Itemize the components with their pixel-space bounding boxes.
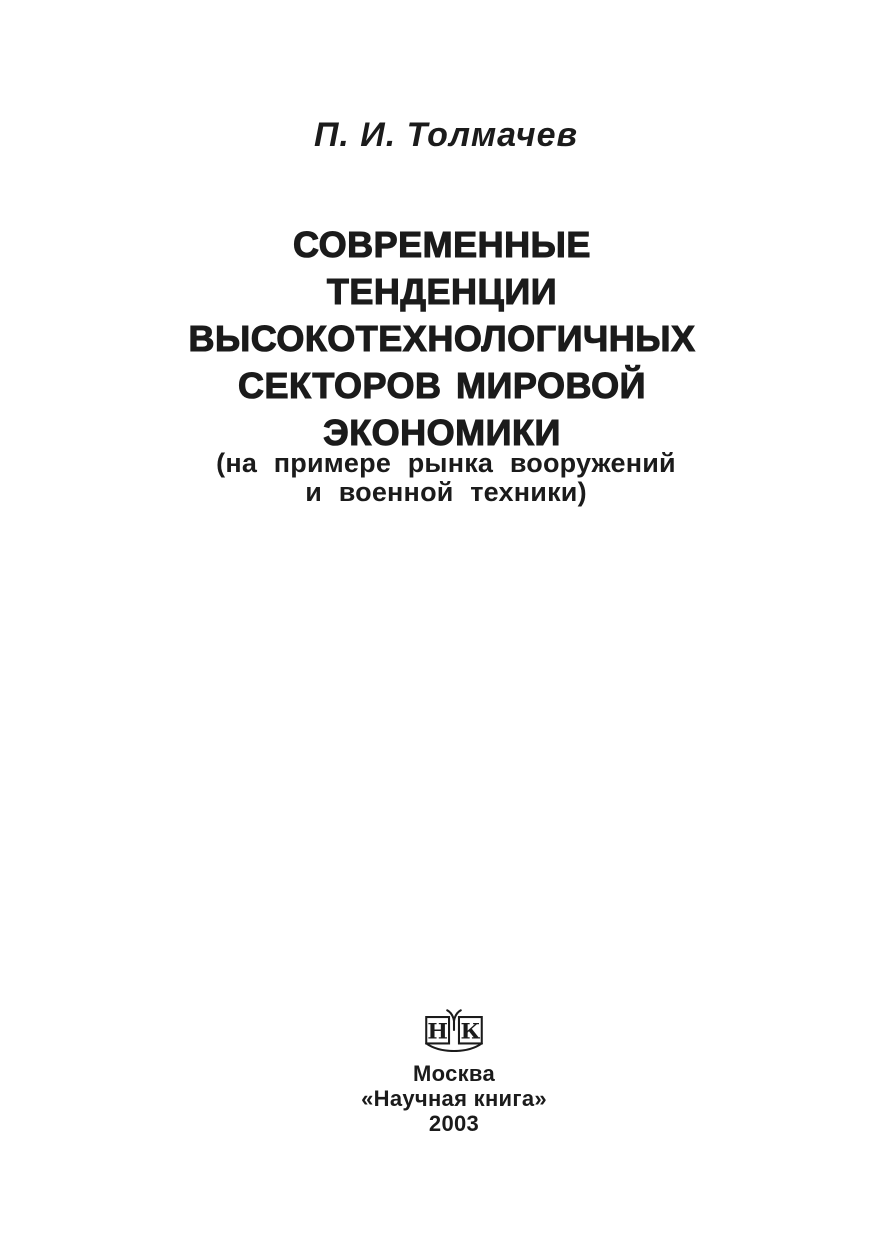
title-line-3: ВЫСОКОТЕХНОЛОГИЧНЫХ xyxy=(188,318,696,359)
title-line-2: ТЕНДЕНЦИИ xyxy=(326,271,558,312)
title-line-1: СОВРЕМЕННЫЕ xyxy=(293,224,591,265)
colophon xyxy=(16,1009,876,1136)
title-line-5: ЭКОНОМИКИ xyxy=(323,412,561,453)
logo-letter-right: К xyxy=(460,1019,481,1045)
book-title xyxy=(4,221,876,456)
open-book-icon xyxy=(425,1009,483,1052)
author-name: П. И. Толмачев xyxy=(313,116,579,154)
publisher-logo xyxy=(425,1009,483,1052)
imprint-publisher: «Научная книга» xyxy=(361,1086,547,1111)
logo-letter-left: Н xyxy=(427,1019,448,1045)
title-line-4: СЕКТОРОВ МИРОВОЙ xyxy=(238,365,646,406)
imprint-city: Москва xyxy=(413,1061,495,1086)
imprint-year: 2003 xyxy=(428,1111,480,1136)
book-subtitle xyxy=(8,449,876,507)
subtitle-line-1: (на примере рынка вооружений xyxy=(216,448,676,478)
subtitle-line-2: и военной техники) xyxy=(305,477,587,507)
